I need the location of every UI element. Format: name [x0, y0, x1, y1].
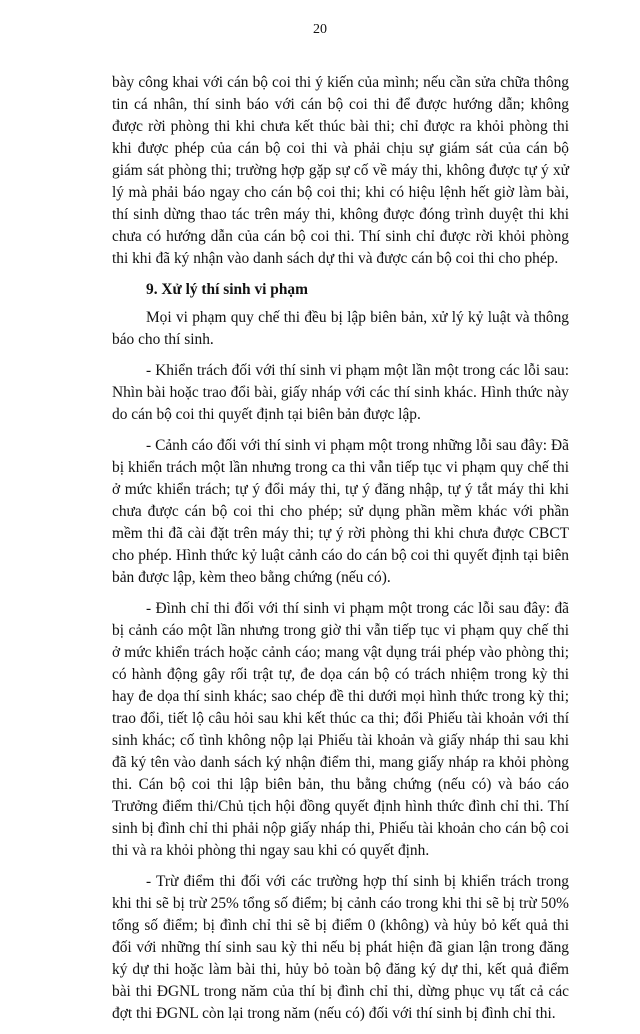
paragraph-reprimand: - Khiển trách đối với thí sinh vi phạm một lần một trong các lỗi sau: Nhìn bài hoặc trao đổi bài, giấy nháp với các thí sinh khác. Hình thức này do cán bộ coi thi quyết định tại biên bản được lập.	[112, 362, 569, 423]
section-heading: 9. Xử lý thí sinh vi phạm	[146, 281, 308, 298]
document-body	[112, 72, 569, 1034]
paragraph-point-deduction: - Trừ điểm thi đối với các trường hợp thí sinh bị khiển trách trong khi thi sẽ bị trừ 25% tổng số điểm; bị cảnh cáo trong khi thi sẽ bị trừ 50% tổng số điểm; bị đình chỉ thi sẽ bị điểm 0 (không) và hủy bỏ kết quả thi đối với những thí sinh sau kỳ thi nếu bị phát hiện đã gian lận trong đăng ký dự thi hoặc làm bài thi, hủy bỏ toàn bộ đăng ký dự thi, kết quả điểm bài thi ĐGNL trong năm của thí bị đình chỉ thi, dừng phục vụ tất cả các đợt thi ĐGNL còn lại trong năm (nếu có) đối với thí sinh bị đình chỉ thi.	[112, 873, 569, 1022]
intro-paragraph: bày công khai với cán bộ coi thi ý kiến của mình; nếu cần sửa chữa thông tin cá nhân, thí sinh báo với cán bộ coi thi để được hướng dẫn; không được rời phòng thi khi chưa kết thúc bài thi; chỉ được ra khỏi phòng thi khi được phép của cán bộ coi thi và phải chịu sự giám sát của cán bộ giám sát phòng thi; trường hợp gặp sự cố về máy thi, không được tự ý xử lý mà phải báo ngay cho cán bộ coi thi; khi có hiệu lệnh hết giờ làm bài, thí sinh dừng thao tác trên máy thi, không được đóng trình duyệt thi khi chưa có hướng dẫn của cán bộ coi thi. Thí sinh chỉ được rời khỏi phòng thi khi đã ký nhận vào danh sách dự thi và được cán bộ coi thi cho phép.	[112, 74, 569, 267]
page-number: 20	[313, 22, 327, 37]
paragraph-general-rule: Mọi vi phạm quy chế thi đều bị lập biên bản, xử lý kỷ luật và thông báo cho thí sinh.	[112, 309, 569, 348]
paragraph-suspension: - Đình chỉ thi đối với thí sinh vi phạm một trong các lỗi sau đây: đã bị cảnh cáo một lần nhưng trong giờ thi vẫn tiếp tục vi phạm quy chế thi ở mức khiển trách hoặc cảnh cáo; mang vật dụng trái phép vào phòng thi; có hành động gây rối trật tự, đe dọa cán bộ có trách nhiệm trong kỳ thi hay đe dọa thí sinh khác; sao chép đề thi dưới mọi hình thức trong kỳ thi; trao đổi, tiết lộ câu hỏi sau khi kết thúc ca thi; đổi Phiếu tài khoản với thí sinh khác; cố tình không nộp lại Phiếu tài khoản và giấy nháp thi sau khi đã ký tên vào danh sách ký nhận điểm thi, mang giấy nháp ra khỏi phòng thi. Cán bộ coi thi lập biên bản, thu bằng chứng (nếu có) và báo cáo Trưởng điểm thi/Chủ tịch hội đồng quyết định hình thức đình chỉ thi. Thí sinh bị đình chỉ thi phải nộp giấy nháp thi, Phiếu tài khoản cho cán bộ coi thi và ra khỏi phòng thi ngay sau khi có quyết định.	[112, 600, 569, 859]
paragraph-warning: - Cảnh cáo đối với thí sinh vi phạm một trong những lỗi sau đây: Đã bị khiển trách một lần nhưng trong ca thi vẫn tiếp tục vi phạm quy chế thi ở mức khiển trách; tự ý đổi máy thi, tự ý đăng nhập, tự ý tắt máy thi khi chưa được cán bộ coi thi cho phép; sử dụng phần mềm khác với phần mềm thi đã cài đặt trên máy thi; tự ý rời phòng thi khi chưa được CBCT cho phép. Hình thức kỷ luật cảnh cáo do cán bộ coi thi quyết định tại biên bản được lập, kèm theo bằng chứng (nếu có).	[112, 437, 569, 586]
